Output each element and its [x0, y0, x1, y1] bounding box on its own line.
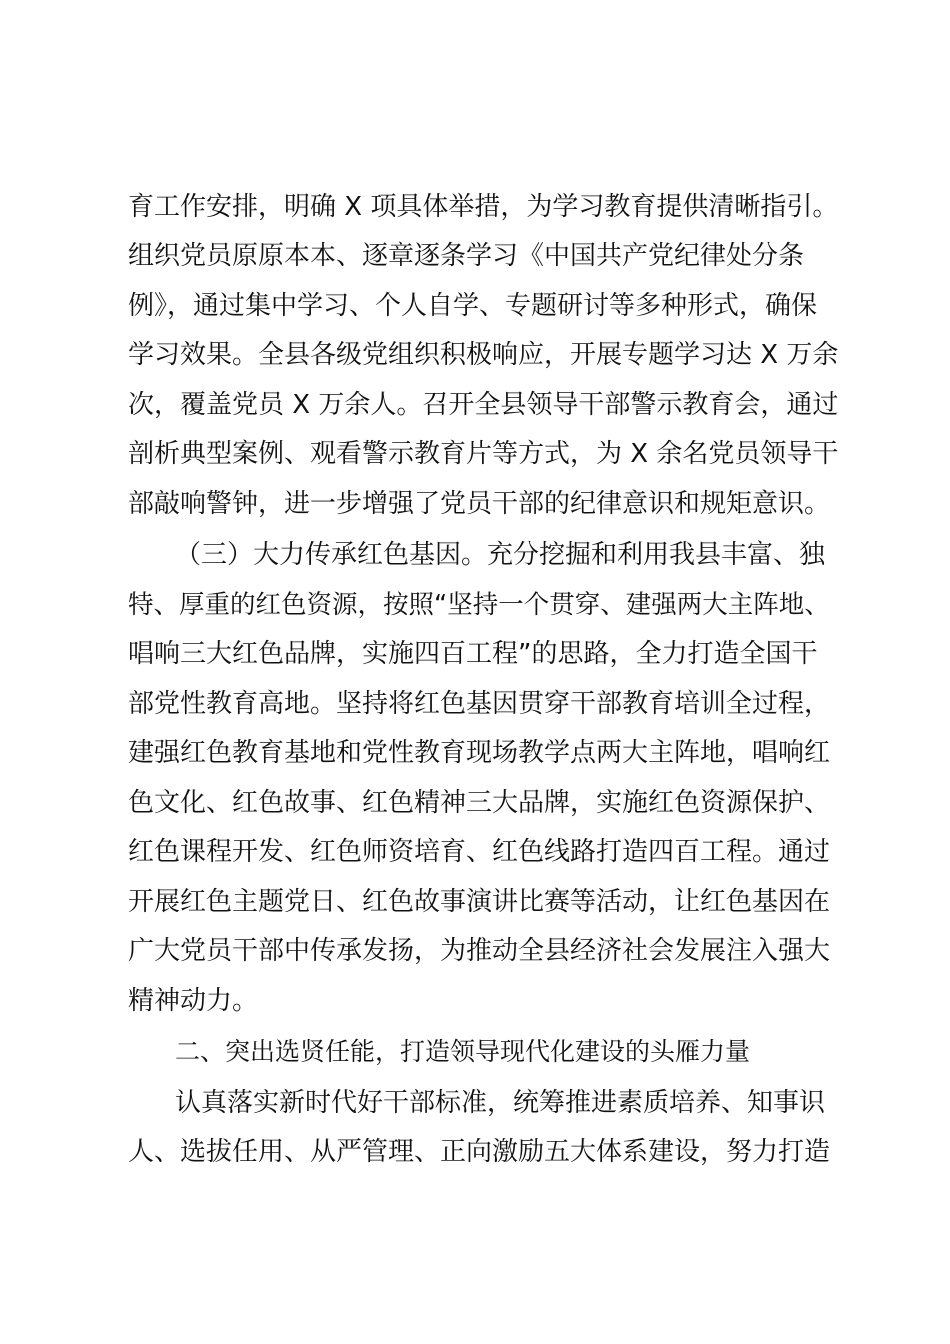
paragraph-1-line-1: 育工作安排，明确 X 项具体举措，为学习教育提供清晰指引。	[128, 192, 839, 222]
paragraph-2-line-5: 建强红色教育基地和党性教育现场教学点两大主阵地，唱响红	[128, 738, 831, 768]
paragraph-2-line-6: 色文化、红色故事、红色精神三大品牌，实施红色资源保护、	[128, 788, 831, 818]
paragraph-2-line-8: 开展红色主题党日、红色故事演讲比赛等活动，让红色基因在	[128, 887, 831, 917]
paragraph-2-line-4: 部党性教育高地。坚持将红色基因贯穿干部教育培训全过程，	[128, 689, 831, 719]
paragraph-2-line-9: 广大党员干部中传承发扬，为推动全县经济社会发展注入强大	[128, 936, 831, 966]
paragraph-2-line-1: （三）大力传承红色基因。充分挖掘和利用我县丰富、独	[175, 540, 826, 570]
paragraph-3-line-2: 人、选拔任用、从严管理、正向激励五大体系建设，努力打造	[128, 1137, 831, 1167]
paragraph-1-line-4: 学习效果。全县各级党组织积极响应，开展专题学习达 X 万余	[128, 340, 839, 370]
section-heading: 二、突出选贤任能，打造领导现代化建设的头雁力量	[175, 1037, 751, 1066]
paragraph-1-line-2: 组织党员原原本本、逐章逐条学习《中国共产党纪律处分条	[128, 241, 805, 271]
paragraph-1-line-7: 部敲响警钟，进一步增强了党员干部的纪律意识和规矩意识。	[128, 489, 831, 519]
paragraph-3-line-1: 认真落实新时代好干部标准，统筹推进素质培养、知事识	[175, 1088, 826, 1118]
paragraph-2-line-7: 红色课程开发、红色师资培育、红色线路打造四百工程。通过	[128, 837, 831, 867]
paragraph-1-line-6: 剖析典型案例、观看警示教育片等方式，为 X 余名党员领导干	[128, 439, 839, 469]
paragraph-1-line-5: 次，覆盖党员 X 万余人。召开全县领导干部警示教育会，通过	[128, 390, 839, 420]
paragraph-2-line-3: 唱响三大红色品牌，实施四百工程”的思路，全力打造全国干	[128, 639, 818, 669]
paragraph-1-line-3: 例》，通过集中学习、个人自学、专题研讨等多种形式，确保	[128, 291, 818, 321]
paragraph-2-line-10: 精神动力。	[128, 986, 259, 1016]
paragraph-2-line-2: 特、厚重的红色资源，按照“坚持一个贯穿、建强两大主阵地、	[128, 590, 830, 620]
